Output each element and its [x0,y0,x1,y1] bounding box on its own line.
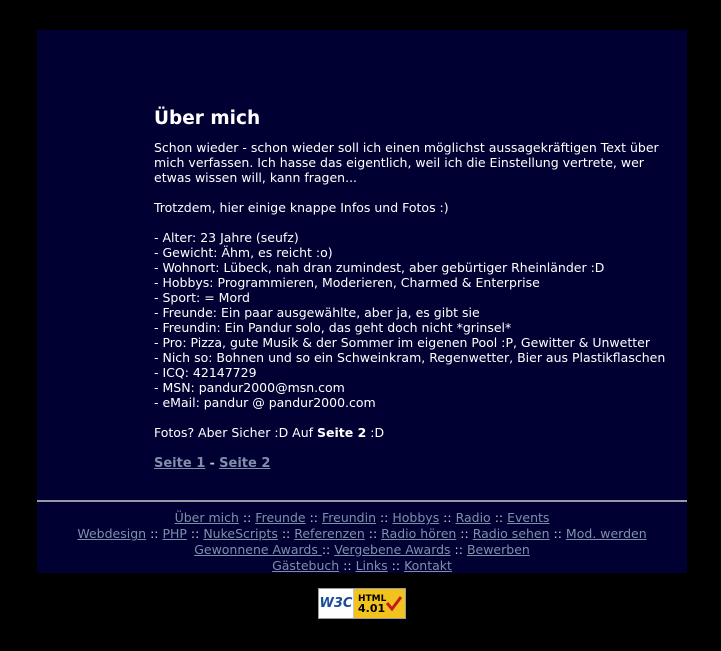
nav-link[interactable]: Events [507,510,550,525]
page-links [154,455,684,471]
nav-separator: :: [146,526,163,541]
fotos-line [154,425,684,440]
nav-link[interactable]: Radio hören [381,526,457,541]
fact-item: - Freundin: Ein Pandur solo, das geht doch nicht *grinsel* [154,320,512,335]
fact-item: - eMail: pandur @ pandur2000.com [154,395,376,410]
nav-separator: :: [186,526,204,541]
fact-item: - Freunde: Ein paar ausgewählte, aber ja, es gibt sie [154,305,480,320]
divider [37,500,687,502]
nav-separator: :: [450,542,467,557]
nav-separator: :: [339,558,356,573]
badge-version-number: 4.01 [358,601,386,615]
w3c-logo: W3C [319,589,354,618]
badge-version [354,589,405,618]
fotos-page-ref: Seite 2 [317,425,367,440]
fact-item: - Gewicht: Ähm, es reicht :o) [154,245,333,260]
nav-link[interactable]: PHP [162,526,187,541]
lead-text: Trotzdem, hier einige knappe Infos und Fotos :) [154,200,449,215]
nav-separator: :: [364,526,382,541]
nav-separator: :: [439,510,456,525]
w3c-html-badge[interactable] [318,588,406,619]
fact-item: - Hobbys: Programmieren, Moderieren, Charmed & Enterprise [154,275,540,290]
nav-link[interactable]: Gewonnene Awards [194,542,322,557]
fotos-prefix: Fotos? Aber Sicher :D Auf [154,425,318,440]
nav-link[interactable]: Gästebuch [272,558,340,573]
fact-item: - Sport: = Mord [154,290,250,305]
fact-item: - Pro: Pizza, gute Musik & der Sommer im eigenen Pool :P, Gewitter & Unwetter [154,335,650,350]
nav-link[interactable]: Bewerben [466,542,530,557]
nav-row [37,510,687,526]
nav-separator: :: [456,526,473,541]
nav-separator: :: [490,510,508,525]
nav-separator: :: [305,510,322,525]
fotos-suffix: :D [366,425,385,440]
facts-list [154,230,684,410]
footer-navigation [37,510,687,574]
nav-separator: :: [321,542,335,557]
nav-link[interactable]: Referenzen [294,526,365,541]
nav-link[interactable]: Hobbys [392,510,440,525]
nav-separator: :: [277,526,295,541]
nav-link[interactable]: Links [355,558,388,573]
fact-item: - Wohnort: Lübeck, nah dran zumindest, aber gebürtiger Rheinländer :D [154,260,605,275]
nav-link[interactable]: Freunde [255,510,306,525]
page-title: Über mich [154,108,261,129]
page-link-separator: - [205,455,220,470]
nav-link[interactable]: Mod. werden [565,526,647,541]
nav-separator: :: [549,526,566,541]
nav-link[interactable]: Freundin [321,510,376,525]
nav-link[interactable]: Radio [455,510,491,525]
fact-item: - Nich so: Bohnen und so ein Schweinkram, Regenwetter, Bier aus Plastikflaschen [154,350,666,365]
fact-item: - Alter: 23 Jahre (seufz) [154,230,299,245]
nav-link[interactable]: Über mich [174,510,239,525]
nav-row [37,542,687,558]
fact-item: - MSN: pandur2000@msn.com [154,380,345,395]
nav-link[interactable]: NukeScripts [203,526,278,541]
nav-link[interactable]: Vergebene Awards [334,542,451,557]
nav-separator: :: [387,558,405,573]
nav-separator: :: [238,510,256,525]
nav-link[interactable]: Radio sehen [472,526,550,541]
nav-link[interactable]: Kontakt [404,558,452,573]
badge-label: HTML [358,593,387,604]
nav-row [37,526,687,542]
main-content [154,108,684,471]
page-link-2[interactable]: Seite 2 [219,456,271,471]
page-link-1[interactable]: Seite 1 [154,456,206,471]
intro-text: Schon wieder - schon wieder soll ich einen möglichst aussagekräftigen Text über mich verfassen. Ich hasse das eigentlich, weil ich die Einstellung vertrete, wer etwas wissen will, kann fragen... [154,140,659,185]
nav-row [37,558,687,574]
nav-separator: :: [376,510,393,525]
nav-link[interactable]: Webdesign [77,526,147,541]
fact-item: - ICQ: 42147729 [154,365,257,380]
check-icon [385,594,403,612]
